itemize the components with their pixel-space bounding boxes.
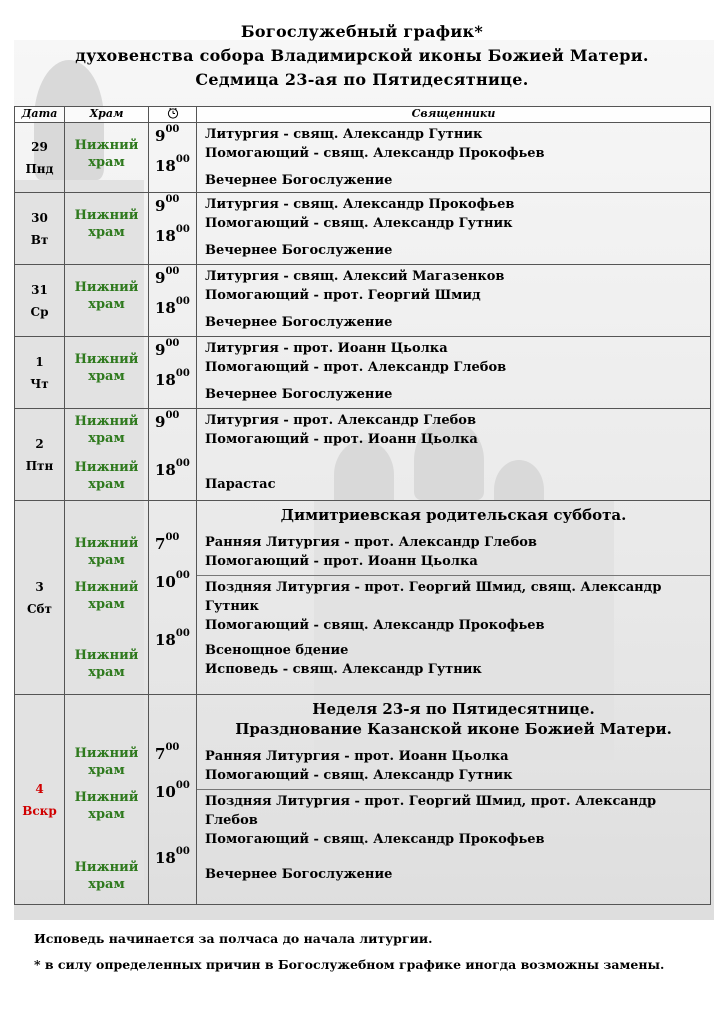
hram-label: Нижний храм [74, 580, 139, 612]
time-slot: $10^{00}$ [155, 780, 190, 801]
time-slot: $7^{00}$ [155, 742, 180, 763]
feast-title: Празднование Казанской иконе Божией Матери. [235, 720, 672, 738]
date-cell [15, 409, 65, 501]
time-cell [149, 193, 197, 265]
time-cell [149, 409, 197, 501]
service-line: Помогающий - свящ. Александр Прокофьев [205, 618, 545, 633]
feast-title: Димитриевская родительская суббота. [280, 506, 627, 524]
date-cell [15, 695, 65, 905]
day-number: 31 [31, 282, 48, 297]
time-slot: $18^{00}$ [155, 458, 190, 479]
service-line: Литургия - свящ. Алексий Магазенков [205, 269, 505, 284]
clergy-cell [197, 123, 711, 193]
time-slot: $18^{00}$ [155, 368, 190, 389]
hram-label: Нижний храм [74, 280, 139, 312]
table-row [15, 695, 711, 905]
divider [197, 575, 710, 576]
date-cell [15, 265, 65, 337]
hram-label: Нижний храм [74, 746, 139, 778]
clock-icon [167, 109, 179, 122]
schedule-table [14, 106, 711, 905]
clergy-cell [197, 337, 711, 409]
clergy-cell [197, 193, 711, 265]
substitution-note: * в силу определенных причин в Богослужебном графике иногда возможны замены. [34, 957, 665, 972]
day-number: 30 [31, 210, 48, 225]
weekday: Чт [30, 376, 49, 391]
service-line: Литургия - свящ. Александр Гутник [205, 127, 483, 142]
day-number: 4 [35, 781, 44, 796]
col-time-header [149, 107, 197, 123]
service-line: Всенощное бдение [205, 643, 349, 658]
time-slot: $9^{00}$ [155, 338, 180, 359]
schedule-subtitle: духовенства собора Владимирской иконы Божией Матери. [75, 46, 649, 65]
service-line: Вечернее Богослужение [205, 315, 393, 330]
hram-cell [65, 337, 149, 409]
weekday: Вт [30, 232, 49, 247]
hram-cell [65, 123, 149, 193]
service-line: Ранняя Литургия - прот. Александр Глебов [205, 535, 537, 550]
confession-note: Исповедь начинается за полчаса до начала литургии. [34, 931, 433, 946]
service-line: Помогающий - прот. Александр Глебов [205, 360, 507, 375]
table-row [15, 409, 711, 501]
weekday: Сбт [27, 601, 52, 616]
hram-cell [65, 265, 149, 337]
time-slot: $18^{00}$ [155, 154, 190, 175]
service-line: Литургия - свящ. Александр Прокофьев [205, 197, 515, 212]
service-line: Вечернее Богослужение [205, 173, 393, 188]
service-line: Литургия - прот. Александр Глебов [205, 413, 476, 428]
hram-label: Нижний храм [74, 208, 139, 240]
clergy-cell [197, 409, 711, 501]
hram-label: Нижний храм [74, 352, 139, 384]
date-cell [15, 501, 65, 695]
time-slot: $18^{00}$ [155, 628, 190, 649]
service-line: Литургия - прот. Иоанн Цьолка [205, 341, 448, 356]
col-clergy-header: Священники [197, 107, 711, 123]
service-line: Вечернее Богослужение [205, 243, 393, 258]
time-slot: $10^{00}$ [155, 570, 190, 591]
day-number: 1 [35, 354, 44, 369]
time-cell [149, 123, 197, 193]
hram-cell [65, 193, 149, 265]
service-line: Помогающий - прот. Иоанн Цьолка [205, 432, 478, 447]
hram-label: Нижний храм [74, 648, 139, 680]
divider [197, 789, 710, 790]
service-line: Помогающий - свящ. Александр Гутник [205, 216, 513, 231]
weekday: Пнд [25, 161, 54, 176]
time-cell [149, 337, 197, 409]
table-row [15, 193, 711, 265]
weekday: Ср [30, 304, 49, 319]
schedule-header [0, 20, 724, 92]
hram-cell [65, 695, 149, 905]
table-header-row [15, 107, 711, 123]
clergy-cell [197, 265, 711, 337]
hram-label: Нижний храм [74, 414, 139, 446]
time-cell [149, 501, 197, 695]
service-line: Помогающий - свящ. Александр Гутник [205, 768, 513, 783]
service-line: Ранняя Литургия - прот. Иоанн Цьолка [205, 749, 509, 764]
service-line: Помогающий - прот. Иоанн Цьолка [205, 554, 478, 569]
hram-label: Нижний храм [74, 536, 139, 568]
hram-cell [65, 501, 149, 695]
service-line: Парастас [205, 477, 276, 492]
col-hram-header: Храм [65, 107, 149, 123]
service-line: Поздняя Литургия - прот. Георгий Шмид, прот. Александр Глебов [205, 794, 657, 828]
service-line: Помогающий - свящ. Александр Прокофьев [205, 832, 545, 847]
time-slot: $9^{00}$ [155, 124, 180, 145]
col-date-header: Дата [15, 107, 65, 123]
schedule-title: Богослужебный график* [240, 22, 484, 41]
hram-label: Нижний храм [74, 860, 139, 892]
table-row [15, 123, 711, 193]
service-line: Помогающий - прот. Георгий Шмид [205, 288, 481, 303]
clergy-cell [197, 501, 711, 695]
table-row [15, 265, 711, 337]
time-slot: $18^{00}$ [155, 846, 190, 867]
service-line: Исповедь - свящ. Александр Гутник [205, 662, 482, 677]
day-number: 3 [35, 579, 44, 594]
service-line: Помогающий - свящ. Александр Прокофьев [205, 146, 545, 161]
service-line: Вечернее Богослужение [205, 387, 393, 402]
hram-label: Нижний храм [74, 138, 139, 170]
time-slot: $18^{00}$ [155, 224, 190, 245]
weekday: Вскр [22, 803, 57, 818]
hram-label: Нижний храм [74, 460, 139, 492]
time-slot: $9^{00}$ [155, 266, 180, 287]
time-cell [149, 265, 197, 337]
weekday: Птн [25, 458, 54, 473]
feast-title: Неделя 23-я по Пятидесятнице. [312, 700, 595, 718]
time-cell [149, 695, 197, 905]
date-cell [15, 193, 65, 265]
time-slot: $7^{00}$ [155, 532, 180, 553]
date-cell [15, 337, 65, 409]
schedule-week: Седмица 23-ая по Пятидесятнице. [195, 70, 529, 89]
hram-cell [65, 409, 149, 501]
service-line: Поздняя Литургия - прот. Георгий Шмид, свящ. Александр Гутник [205, 580, 662, 614]
footer-notes [34, 926, 664, 978]
clergy-cell [197, 695, 711, 905]
time-slot: $9^{00}$ [155, 410, 180, 431]
hram-label: Нижний храм [74, 790, 139, 822]
service-line: Вечернее Богослужение [205, 867, 393, 882]
table-row [15, 337, 711, 409]
date-cell [15, 123, 65, 193]
day-number: 29 [31, 139, 48, 154]
time-slot: $18^{00}$ [155, 296, 190, 317]
time-slot: $9^{00}$ [155, 194, 180, 215]
table-row [15, 501, 711, 695]
day-number: 2 [35, 436, 44, 451]
